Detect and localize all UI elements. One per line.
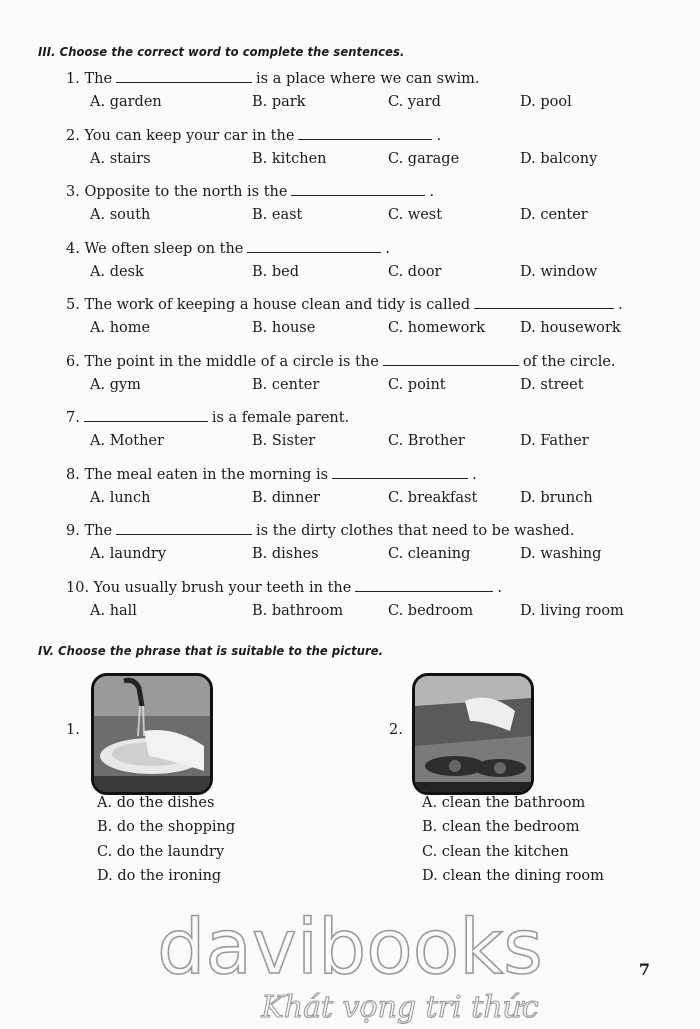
answer-blank[interactable]: [332, 466, 468, 479]
answer-option[interactable]: B. dishes: [252, 546, 319, 562]
picture-2-option[interactable]: B. clean the bedroom: [422, 819, 580, 835]
answer-option[interactable]: B. bathroom: [252, 603, 344, 619]
answer-option[interactable]: A. garden: [90, 94, 162, 110]
answer-blank[interactable]: [291, 183, 425, 196]
answer-blank[interactable]: [116, 522, 252, 535]
question-text-after: is a place where we can swim.: [256, 71, 480, 87]
question-text-before: 6. The point in the middle of a circle is the: [66, 354, 379, 370]
question-text: [66, 240, 390, 257]
answer-option[interactable]: D. Father: [520, 433, 589, 449]
watermark-brand: davibooks: [157, 905, 543, 991]
question-text: [66, 70, 479, 87]
picture-1-option[interactable]: D. do the ironing: [97, 868, 222, 884]
question-text-before: 2. You can keep your car in the: [66, 128, 295, 144]
answer-option[interactable]: D. living room: [520, 603, 624, 619]
answer-option[interactable]: D. center: [520, 207, 588, 223]
question-text: [66, 579, 502, 596]
question-text-before: 4. We often sleep on the: [66, 241, 244, 257]
answer-option[interactable]: C. Brother: [388, 433, 465, 449]
page-number: 7: [638, 960, 650, 979]
answer-option[interactable]: A. gym: [90, 377, 141, 393]
question-text-after: of the circle.: [522, 354, 616, 370]
picture-1-option[interactable]: C. do the laundry: [97, 844, 225, 860]
question-text-after: .: [429, 184, 435, 200]
question-text: [66, 296, 623, 313]
answer-blank[interactable]: [84, 409, 208, 422]
answer-option[interactable]: C. west: [388, 207, 443, 223]
answer-option[interactable]: B. bed: [252, 264, 300, 280]
answer-option[interactable]: C. door: [388, 264, 442, 280]
answer-option[interactable]: A. stairs: [90, 151, 151, 167]
answer-option[interactable]: B. Sister: [252, 433, 316, 449]
question-text: [66, 409, 349, 426]
picture-2-option[interactable]: C. clean the kitchen: [422, 844, 569, 860]
question-text-after: is a female parent.: [211, 410, 350, 426]
answer-option[interactable]: C. cleaning: [388, 546, 471, 562]
answer-option[interactable]: D. washing: [520, 546, 602, 562]
answer-option[interactable]: A. Mother: [90, 433, 164, 449]
question-text-before: 3. Opposite to the north is the: [66, 184, 288, 200]
answer-option[interactable]: A. desk: [90, 264, 144, 280]
question-text: [66, 127, 441, 144]
question-text: [66, 466, 477, 483]
question-text-after: is the dirty clothes that need to be washed.: [256, 523, 575, 539]
watermark-slogan: Khát vọng tri thức: [261, 990, 539, 1025]
question-text-after: .: [436, 128, 442, 144]
picture-2-option[interactable]: A. clean the bathroom: [422, 795, 586, 811]
answer-blank[interactable]: [116, 70, 252, 83]
answer-option[interactable]: B. house: [252, 320, 316, 336]
answer-option[interactable]: A. lunch: [90, 490, 151, 506]
picture-1-option[interactable]: B. do the shopping: [97, 819, 236, 835]
answer-option[interactable]: A. south: [90, 207, 151, 223]
answer-option[interactable]: D. brunch: [520, 490, 593, 506]
answer-option[interactable]: A. hall: [90, 603, 137, 619]
question-text: [66, 522, 574, 539]
answer-option[interactable]: C. homework: [388, 320, 486, 336]
picture-2-option[interactable]: D. clean the dining room: [422, 868, 604, 884]
answer-option[interactable]: D. housework: [520, 320, 621, 336]
answer-blank[interactable]: [383, 353, 519, 366]
answer-option[interactable]: B. park: [252, 94, 306, 110]
question-text-before: 5. The work of keeping a house clean and tidy is called: [66, 297, 471, 313]
answer-option[interactable]: D. street: [520, 377, 584, 393]
question-text-after: .: [497, 580, 502, 596]
answer-option[interactable]: C. point: [388, 377, 446, 393]
answer-option[interactable]: B. center: [252, 377, 320, 393]
question-text-after: .: [385, 241, 390, 257]
answer-option[interactable]: D. pool: [520, 94, 572, 110]
answer-blank[interactable]: [247, 240, 381, 253]
section-4-title: IV. Choose the phrase that is suitable to the picture.: [38, 643, 384, 658]
kitchen-cleaning-picture: [412, 673, 534, 795]
answer-option[interactable]: D. balcony: [520, 151, 598, 167]
answer-blank[interactable]: [298, 127, 432, 140]
question-text-before: 9. The: [66, 523, 113, 539]
answer-option[interactable]: C. yard: [388, 94, 441, 110]
picture-1-option[interactable]: A. do the dishes: [97, 795, 215, 811]
question-text-after: .: [472, 467, 477, 483]
section-3-title: III. Choose the correct word to complete the sentences.: [38, 44, 405, 59]
answer-blank[interactable]: [355, 579, 493, 592]
answer-option[interactable]: C. garage: [388, 151, 460, 167]
davibooks-watermark: [150, 905, 550, 1029]
question-text: [66, 183, 434, 200]
dishwashing-picture: [91, 673, 213, 795]
question-text: [66, 353, 616, 370]
answer-option[interactable]: B. kitchen: [252, 151, 327, 167]
answer-option[interactable]: D. window: [520, 264, 598, 280]
picture-1-number: 1.: [66, 722, 80, 738]
question-text-before: 1. The: [66, 71, 113, 87]
answer-option[interactable]: B. dinner: [252, 490, 320, 506]
answer-option[interactable]: C. bedroom: [388, 603, 474, 619]
question-text-before: 8. The meal eaten in the morning is: [66, 467, 329, 483]
answer-option[interactable]: C. breakfast: [388, 490, 478, 506]
answer-option[interactable]: A. laundry: [90, 546, 167, 562]
answer-option[interactable]: B. east: [252, 207, 303, 223]
question-text-before: 10. You usually brush your teeth in the: [66, 580, 352, 596]
answer-option[interactable]: A. home: [90, 320, 151, 336]
picture-2-number: 2.: [389, 722, 403, 738]
question-text-before: 7.: [66, 410, 80, 426]
answer-blank[interactable]: [474, 296, 614, 309]
question-text-after: .: [618, 297, 623, 313]
